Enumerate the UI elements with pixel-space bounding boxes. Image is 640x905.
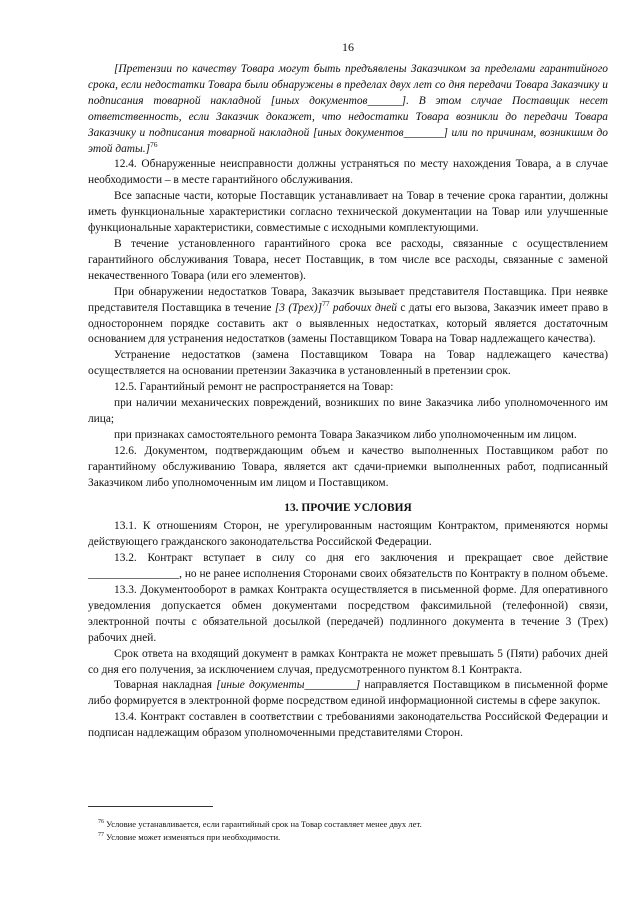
claims-clause-text: [Претензии по качеству Товара могут быть предъявлены Заказчиком за пределами гарантийного срока, если недостатки Товара были обнаружены в пределах двух лет со дня передачи Товара Заказчику и подписания товарной накладной [иных документов______]. В этом случае Поставщик несет ответственность, если Заказчик докажет, что недостатки Товара возникли до передачи Товара Заказчику и подписания товарной накладной [иных документов_______] или по причинам, возникшим до этой даты.] [88, 63, 608, 155]
footnotes [88, 818, 608, 843]
clause-12-4: 12.4. Обнаруженные неисправности должны устраняться по месту нахождения Товара, а в случае необходимости – в месте гарантийного обслуживания. [88, 158, 608, 187]
footnote-76-ref: 76 [98, 819, 104, 826]
elimination-paragraph: Устранение недостатков (замена Поставщиком Товара на Товар надлежащего качества) осуществляется на основании претензии Заказчика в установленный в претензии срок. [88, 349, 608, 378]
footnote-76-text: Условие устанавливается, если гарантийный срок на Товар составляет менее двух лет. [104, 819, 422, 829]
footnote-divider [88, 806, 213, 807]
defects-days-count: [3 (Трех)] [274, 301, 323, 314]
footnote-ref-77[interactable]: 77 [322, 298, 330, 308]
section-13-title: 13. ПРОЧИЕ УСЛОВИЯ [284, 502, 412, 515]
warranty-costs-paragraph: В течение установленного гарантийного срока все расходы, связанные с осуществлением гарантийного обслуживания Товара, несет Поставщик, в том числе все расходы, связанные с заменой некачественного Товара (или его элементов). [88, 237, 608, 282]
clause-13-4: 13.4. Контракт составлен в соответствии с требованиями законодательства Российской Федерации и подписан надлежащим образом уполномоченными представителями Сторон. [88, 711, 608, 740]
defects-working-days: рабочих дней [329, 301, 397, 314]
invoice-other-docs: [иные документы_________] [216, 679, 361, 692]
footnote-77-text: Условие может изменяться при необходимости. [104, 831, 281, 842]
clause-12-5-item-b: при признаках самостоятельного ремонта Товара Заказчиком либо уполномоченным им лицом. [114, 428, 577, 441]
claims-clause [88, 62, 608, 157]
body-text [88, 62, 608, 742]
footnote-ref-76[interactable]: 76 [150, 139, 158, 149]
clause-13-1: 13.1. К отношениям Сторон, не урегулированным настоящим Контрактом, применяются нормы действующего гражданского законодательства Российской Федерации. [88, 520, 608, 549]
clause-12-5-item-a: при наличии механических повреждений, возникших по вине Заказчика либо уполномоченного им лица; [88, 397, 608, 425]
clause-13-2-text-a: 13.2. Контракт вступает в силу со дня его заключения и прекращает свое действие [114, 552, 608, 565]
clause-13-2-blank: ________________ [88, 568, 180, 581]
spare-parts-paragraph: Все запасные части, которые Поставщик устанавливает на Товар в течение срока гарантии, должны иметь функциональные характеристики согласно технической документации на Товар или улучшенные функциональные характеристики, совместимые с исходными комплектующими. [88, 190, 608, 235]
invoice-paragraph [88, 678, 608, 710]
response-term-paragraph: Срок ответа на входящий документ в рамках Контракта не может превышать 5 (Пяти) рабочих дней со дня его получения, за исключением случая, предусмотренного пунктом 8.1 Контракта. [88, 647, 608, 676]
invoice-text-b: направляется Поставщиком в письменной форме либо формируется в электронной форме посредством единой информационной системы в сфере закупок. [88, 679, 608, 708]
clause-13-2 [88, 551, 608, 583]
footnote-77-ref: 77 [98, 831, 104, 838]
defects-text-a: При обнаружении недостатков Товара, Заказчик вызывает представителя Поставщика. При неявке представителя Поставщика в течение [88, 285, 608, 314]
defects-text-b: с даты его вызова, Заказчик имеет право в одностороннем порядке составить акт о выявленных недостатках, который является достаточным основанием для устранения недостатков (замены Поставщиком Товара на Товар надлежащего качества). [88, 301, 608, 346]
clause-13-2-text-b: , но не ранее исполнения Сторонами своих обязательств по Контракту в полном объеме. [179, 568, 608, 581]
footnote-76 [88, 818, 608, 831]
defects-paragraph [88, 285, 608, 349]
clause-13-3: 13.3. Документооборот в рамках Контракта осуществляется в письменной форме. Для оперативного уведомления допускается обмен документами посредством факсимильной (телефонной) связи, электронной почты с обязательной досылкой (передачей) подлинного документа в течение 3 (Трех) рабочих дней. [88, 584, 608, 644]
page-number: 16 [342, 40, 354, 54]
invoice-text-a: Товарная накладная [114, 679, 217, 692]
clause-12-6: 12.6. Документом, подтверждающим объем и качество выполненных Поставщиком работ по гарантийному обслуживанию Товара, является акт сдачи-приемки выполненных работ, подписанный Заказчиком либо уполномоченным им лицом и Поставщиком. [88, 444, 608, 489]
clause-12-5: 12.5. Гарантийный ремонт не распространяется на Товар: [114, 381, 394, 394]
footnote-77 [88, 831, 608, 844]
